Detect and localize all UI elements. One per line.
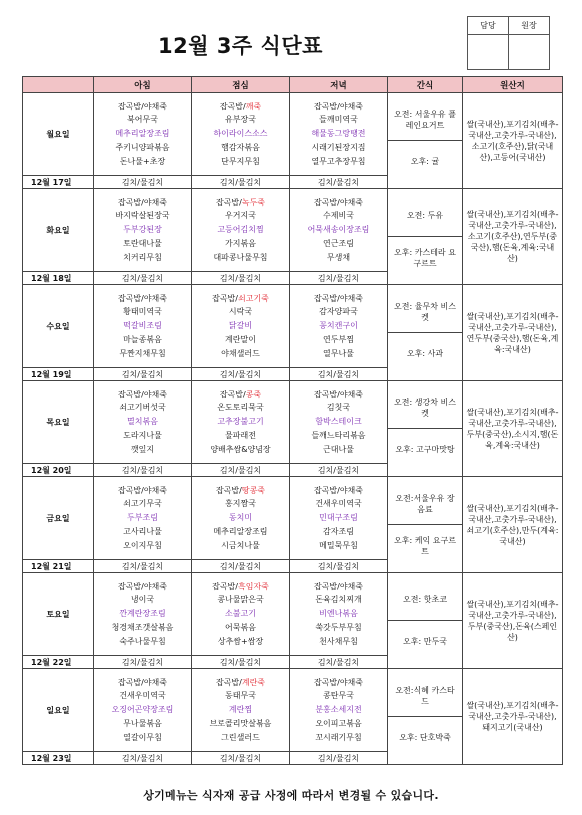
- lunch-item: [192, 292, 289, 306]
- dinner-cell: [290, 477, 388, 560]
- lunch-item: [192, 580, 289, 594]
- snack-am-text: 오전: 핫초코: [388, 579, 462, 621]
- dinner-item: 연근조림: [323, 238, 354, 248]
- dinner-item: 열무고추장무침: [311, 156, 366, 166]
- lunch-cell: [192, 669, 290, 752]
- lunch-porridge: 땅콩죽: [241, 485, 266, 495]
- kimchi-cell: 김치/물김치: [290, 272, 388, 285]
- snack-cell: [388, 285, 463, 381]
- header-dinner: 저녁: [290, 77, 388, 93]
- dinner-item: 들깨느타리볶음: [311, 430, 366, 440]
- dinner-item: 감자조림: [323, 526, 354, 536]
- dinner-item: 감자양파국: [319, 307, 358, 317]
- approval-label-director: 원장: [509, 17, 550, 35]
- breakfast-item: 황태미역국: [123, 307, 162, 317]
- lunch-rice: 잡곡밥/: [215, 197, 242, 207]
- breakfast-item: 무나물볶음: [123, 718, 162, 728]
- snack-pm-text: 오후: 단호박죽: [399, 733, 451, 742]
- lunch-porridge: 쇠고기죽: [237, 293, 269, 303]
- dinner-item: 시래기된장지짐: [311, 142, 366, 152]
- dinner-item: 쑥갓두부무침: [315, 622, 362, 632]
- breakfast-item: 깐계란장조림: [119, 609, 166, 619]
- origin-cell: 쌀(국내산),포기김치(배추-국내산,고춧가루-국내산),연두부(중국산),햄(돈육,계육:국내산): [463, 285, 563, 381]
- header-breakfast: 아침: [94, 77, 192, 93]
- dinner-item: 돈육김치찌개: [315, 595, 362, 605]
- dinner-cell: [290, 93, 388, 176]
- kimchi-cell: 김치/물김치: [192, 560, 290, 573]
- kimchi-cell: 김치/물김치: [192, 656, 290, 669]
- breakfast-cell: [94, 189, 192, 272]
- breakfast-item: 치커리무침: [123, 252, 162, 262]
- header-snack: 간식: [388, 77, 463, 93]
- snack-pm-text: 오후: 케익 요구르트: [394, 535, 456, 556]
- kimchi-cell: 김치/물김치: [290, 560, 388, 573]
- breakfast-item: 잡곡밥/야채죽: [117, 101, 168, 111]
- date-label: 12월 19일: [23, 368, 94, 381]
- breakfast-item: 고사리나물: [123, 526, 162, 536]
- header-day: [23, 77, 94, 93]
- snack-cell: [388, 573, 463, 669]
- kimchi-cell: 김치/물김치: [94, 368, 192, 381]
- breakfast-item: 마늘종볶음: [123, 334, 162, 344]
- lunch-cell: [192, 93, 290, 176]
- breakfast-item: 쇠고기무국: [123, 499, 162, 509]
- lunch-item: [192, 484, 289, 498]
- dinner-cell: [290, 573, 388, 656]
- approval-label-manager: 담당: [468, 17, 509, 35]
- breakfast-cell: [94, 669, 192, 752]
- date-label: 12월 17일: [23, 176, 94, 189]
- snack-am-text: 오전: 생강차 비스켓: [388, 387, 462, 429]
- snack-am-text: 오전: 율무차 비스켓: [388, 291, 462, 333]
- dinner-item: 잡곡밥/야채죽: [313, 389, 364, 399]
- breakfast-item: 오징어곤약장조림: [111, 705, 174, 715]
- lunch-rice: 잡곡밥/: [219, 389, 246, 399]
- lunch-porridge: 흑임자죽: [237, 581, 269, 591]
- breakfast-item: 메추리알장조림: [115, 129, 170, 139]
- day-label: 토요일: [23, 573, 94, 656]
- breakfast-cell: [94, 285, 192, 368]
- dinner-item: 오이피고볶음: [315, 718, 362, 728]
- kimchi-cell: 김치/물김치: [94, 272, 192, 285]
- breakfast-cell: [94, 381, 192, 464]
- date-label: 12월 21일: [23, 560, 94, 573]
- dinner-item: 어묵새송이장조림: [307, 225, 370, 235]
- lunch-rice: 잡곡밥/: [215, 485, 242, 495]
- day-row: [23, 573, 563, 656]
- day-row: [23, 93, 563, 176]
- breakfast-cell: [94, 477, 192, 560]
- approval-sign-manager[interactable]: [468, 35, 509, 70]
- breakfast-item: 토란대나물: [123, 238, 162, 248]
- origin-cell: 쌀(국내산),포기김치(배추-국내산,고춧가루-국내산),두부(중국산),돈육(스페인산): [463, 573, 563, 669]
- origin-cell: 쌀(국내산),포기김치(배추-국내산,고춧가루-국내산),두부(중국산),소시지,햄(돈육,계육:국내산): [463, 381, 563, 477]
- origin-cell: 쌀(국내산),포기김치(배추-국내산,고춧가루-국내산),쇠고기(호주산),만두(계육:국내산): [463, 477, 563, 573]
- kimchi-cell: 김치/물김치: [94, 464, 192, 477]
- breakfast-item: 떡갈비조림: [123, 321, 162, 331]
- snack-am-text: 오전: 서울우유 플레인요거트: [388, 99, 462, 141]
- breakfast-item: 잡곡밥/야채죽: [117, 293, 168, 303]
- breakfast-item: 냉이국: [130, 595, 155, 605]
- snack-am-text: 오전:서울우유 장음료: [388, 483, 462, 525]
- lunch-item: 가지볶음: [225, 238, 256, 248]
- snack-cell: [388, 381, 463, 477]
- origin-cell: 쌀(국내산),포기김치(배추-국내산,고춧가루-국내산),소고기(호주산),닭(국내산),고등어(국내산): [463, 93, 563, 189]
- breakfast-item: 무짠지채무침: [119, 348, 166, 358]
- lunch-item: 어묵볶음: [225, 622, 256, 632]
- snack-pm-text: 오후: 카스테라 요구르트: [394, 247, 456, 268]
- snack-cell: [388, 477, 463, 573]
- day-label: 금요일: [23, 477, 94, 560]
- snack-pm-text: 오후: 만두국: [403, 637, 447, 646]
- dinner-item: 수제비국: [323, 211, 354, 221]
- breakfast-item: 잡곡밥/야채죽: [117, 677, 168, 687]
- dinner-cell: [290, 189, 388, 272]
- origin-cell: 쌀(국내산),포기김치(배추-국내산,고춧가루-국내산),소고기(호주산),연두부(중국산),햄(돈육,계육:국내산): [463, 189, 563, 285]
- approval-box: [467, 16, 550, 70]
- dinner-item: 근대나물: [323, 444, 354, 454]
- lunch-rice: 잡곡밥/: [215, 677, 242, 687]
- lunch-item: 시락국: [228, 307, 253, 317]
- lunch-item: 메추리알장조림: [213, 526, 268, 536]
- dinner-item: 잡곡밥/야채죽: [313, 101, 364, 111]
- breakfast-item: 북어무국: [127, 115, 158, 125]
- date-label: 12월 20일: [23, 464, 94, 477]
- lunch-item: 계란찜: [228, 705, 253, 715]
- lunch-item: 우거지국: [225, 211, 256, 221]
- lunch-item: 야채샐러드: [221, 348, 260, 358]
- dinner-item: 콩탄무국: [323, 691, 354, 701]
- footer-notice: 상기메뉴는 식자재 공급 사정에 따라서 변경될 수 있습니다.: [143, 789, 439, 802]
- breakfast-item: 숙주나물무침: [119, 636, 166, 646]
- lunch-rice: 잡곡밥/: [212, 581, 238, 591]
- day-label: 월요일: [23, 93, 94, 176]
- origin-cell: 쌀(국내산),포기김치(배추-국내산,고춧가루-국내산),돼지고기(국내산): [463, 669, 563, 765]
- dinner-cell: [290, 285, 388, 368]
- breakfast-item: 깻잎지: [130, 444, 155, 454]
- kimchi-cell: 김치/물김치: [94, 176, 192, 189]
- lunch-item: 시금치나물: [221, 540, 260, 550]
- breakfast-item: 두부조림: [127, 513, 158, 523]
- dinner-item: 무생채: [326, 252, 351, 262]
- breakfast-item: 돈나물+초장: [119, 156, 166, 166]
- lunch-cell: [192, 285, 290, 368]
- lunch-item: 대파콩나물무침: [213, 252, 268, 262]
- day-label: 수요일: [23, 285, 94, 368]
- dinner-item: 열무나물: [323, 348, 354, 358]
- lunch-porridge: 콩죽: [245, 389, 262, 399]
- lunch-rice: 잡곡밥/: [212, 293, 238, 303]
- lunch-item: [192, 196, 289, 210]
- breakfast-item: 바지락살된장국: [115, 211, 170, 221]
- kimchi-cell: 김치/물김치: [290, 464, 388, 477]
- kimchi-cell: 김치/물김치: [192, 368, 290, 381]
- lunch-item: [192, 100, 289, 114]
- snack-pm-text: 오후: 사과: [406, 349, 444, 358]
- kimchi-cell: 김치/물김치: [94, 752, 192, 765]
- kimchi-cell: 김치/물김치: [192, 272, 290, 285]
- lunch-porridge: 깨죽: [245, 101, 262, 111]
- lunch-item: 홍지짬국: [225, 499, 256, 509]
- breakfast-item: 잡곡밥/야채죽: [117, 197, 168, 207]
- lunch-item: 양배추쌈&양념장: [210, 444, 271, 454]
- menu-table: [22, 76, 563, 765]
- lunch-item: 브로콜리맛살볶음: [209, 718, 272, 728]
- snack-pm-text: 오후: 귤: [410, 157, 440, 166]
- kimchi-cell: 김치/물김치: [94, 656, 192, 669]
- breakfast-item: 주키니양파볶음: [115, 142, 170, 152]
- lunch-item: 소불고기: [225, 609, 256, 619]
- date-label: 12월 18일: [23, 272, 94, 285]
- dinner-item: 함박스테이크: [315, 417, 362, 427]
- dinner-item: 비엔나볶음: [319, 609, 358, 619]
- dinner-item: 민대구조림: [319, 513, 358, 523]
- dinner-item: 천사채무침: [319, 636, 358, 646]
- dinner-item: 잡곡밥/야채죽: [313, 485, 364, 495]
- day-row: [23, 285, 563, 368]
- lunch-porridge: 녹두죽: [241, 197, 266, 207]
- lunch-item: 온도토리묵국: [217, 403, 264, 413]
- snack-pm-text: 오후: 고구마맛탕: [395, 445, 455, 454]
- day-row: [23, 669, 563, 752]
- kimchi-cell: 김치/물김치: [290, 752, 388, 765]
- day-label: 목요일: [23, 381, 94, 464]
- kimchi-cell: 김치/물김치: [94, 560, 192, 573]
- header-origin: 원산지: [463, 77, 563, 93]
- kimchi-cell: 김치/물김치: [192, 176, 290, 189]
- kimchi-cell: 김치/물김치: [192, 752, 290, 765]
- day-row: [23, 189, 563, 272]
- lunch-porridge: 계란죽: [241, 677, 266, 687]
- lunch-cell: [192, 477, 290, 560]
- breakfast-cell: [94, 573, 192, 656]
- dinner-item: 해물동그랑땡전: [311, 129, 366, 139]
- date-label: 12월 23일: [23, 752, 94, 765]
- breakfast-item: 잡곡밥/야채죽: [117, 389, 168, 399]
- breakfast-item: 잡곡밥/야채죽: [117, 485, 168, 495]
- dinner-item: 꼬시래기무침: [315, 732, 362, 742]
- day-row: [23, 381, 563, 464]
- header-lunch: 점심: [192, 77, 290, 93]
- lunch-item: 고등어김치찜: [217, 225, 264, 235]
- dinner-item: 건새우미역국: [315, 499, 362, 509]
- dinner-item: 들깨미역국: [319, 115, 358, 125]
- breakfast-item: 멸치볶음: [127, 417, 158, 427]
- snack-cell: [388, 669, 463, 765]
- lunch-rice: 잡곡밥/: [219, 101, 246, 111]
- dinner-item: 꽁치캔구이: [319, 321, 358, 331]
- lunch-item: 유부장국: [225, 115, 256, 125]
- approval-sign-director[interactable]: [509, 35, 550, 70]
- dinner-item: 메밀묵무침: [319, 540, 358, 550]
- lunch-item: 콩나물맑은국: [217, 595, 264, 605]
- kimchi-cell: 김치/물김치: [192, 464, 290, 477]
- lunch-item: [192, 388, 289, 402]
- day-label: 화요일: [23, 189, 94, 272]
- breakfast-item: 열갈이무침: [123, 732, 162, 742]
- breakfast-item: 두부강된장: [123, 225, 162, 235]
- lunch-item: 그린샐러드: [221, 732, 260, 742]
- lunch-item: 동치미: [228, 513, 253, 523]
- breakfast-item: 도라지나물: [123, 430, 162, 440]
- breakfast-item: 쇠고기버섯국: [119, 403, 166, 413]
- lunch-cell: [192, 573, 290, 656]
- lunch-item: 상추쌈+쌈장: [217, 636, 264, 646]
- lunch-item: 햄감자볶음: [221, 142, 260, 152]
- kimchi-cell: 김치/물김치: [290, 176, 388, 189]
- day-row: [23, 477, 563, 560]
- kimchi-cell: 김치/물김치: [290, 368, 388, 381]
- lunch-item: 고추장불고기: [217, 417, 264, 427]
- dinner-item: 잡곡밥/야채죽: [313, 197, 364, 207]
- lunch-cell: [192, 381, 290, 464]
- lunch-item: 물파래전: [225, 430, 256, 440]
- kimchi-cell: 김치/물김치: [290, 656, 388, 669]
- lunch-item: 닭갈비: [228, 321, 253, 331]
- snack-am-text: 오전: 두유: [388, 195, 462, 237]
- dinner-cell: [290, 381, 388, 464]
- dinner-item: 잡곡밥/야채죽: [313, 581, 364, 591]
- page-title: 12월 3주 식단표: [158, 34, 323, 58]
- lunch-cell: [192, 189, 290, 272]
- snack-cell: [388, 93, 463, 189]
- lunch-item: 계란말이: [225, 334, 256, 344]
- header-row: [23, 77, 563, 93]
- dinner-item: 김칫국: [326, 403, 351, 413]
- dinner-item: 분홍소세지전: [315, 705, 362, 715]
- breakfast-cell: [94, 93, 192, 176]
- breakfast-item: 청경채조갯살볶음: [111, 622, 174, 632]
- dinner-cell: [290, 669, 388, 752]
- date-label: 12월 22일: [23, 656, 94, 669]
- breakfast-item: 오이지무침: [123, 540, 162, 550]
- lunch-item: 동태무국: [225, 691, 256, 701]
- lunch-item: 하이라이스소스: [213, 129, 268, 139]
- dinner-item: 잡곡밥/야채죽: [313, 293, 364, 303]
- snack-cell: [388, 189, 463, 285]
- breakfast-item: 건새우미역국: [119, 691, 166, 701]
- day-label: 일요일: [23, 669, 94, 752]
- dinner-item: 연두부찜: [323, 334, 354, 344]
- lunch-item: 단무지무침: [221, 156, 260, 166]
- snack-am-text: 오전:식혜 카스타드: [388, 675, 462, 717]
- breakfast-item: 잡곡밥/야채죽: [117, 581, 168, 591]
- dinner-item: 잡곡밥/야채죽: [313, 677, 364, 687]
- lunch-item: [192, 676, 289, 690]
